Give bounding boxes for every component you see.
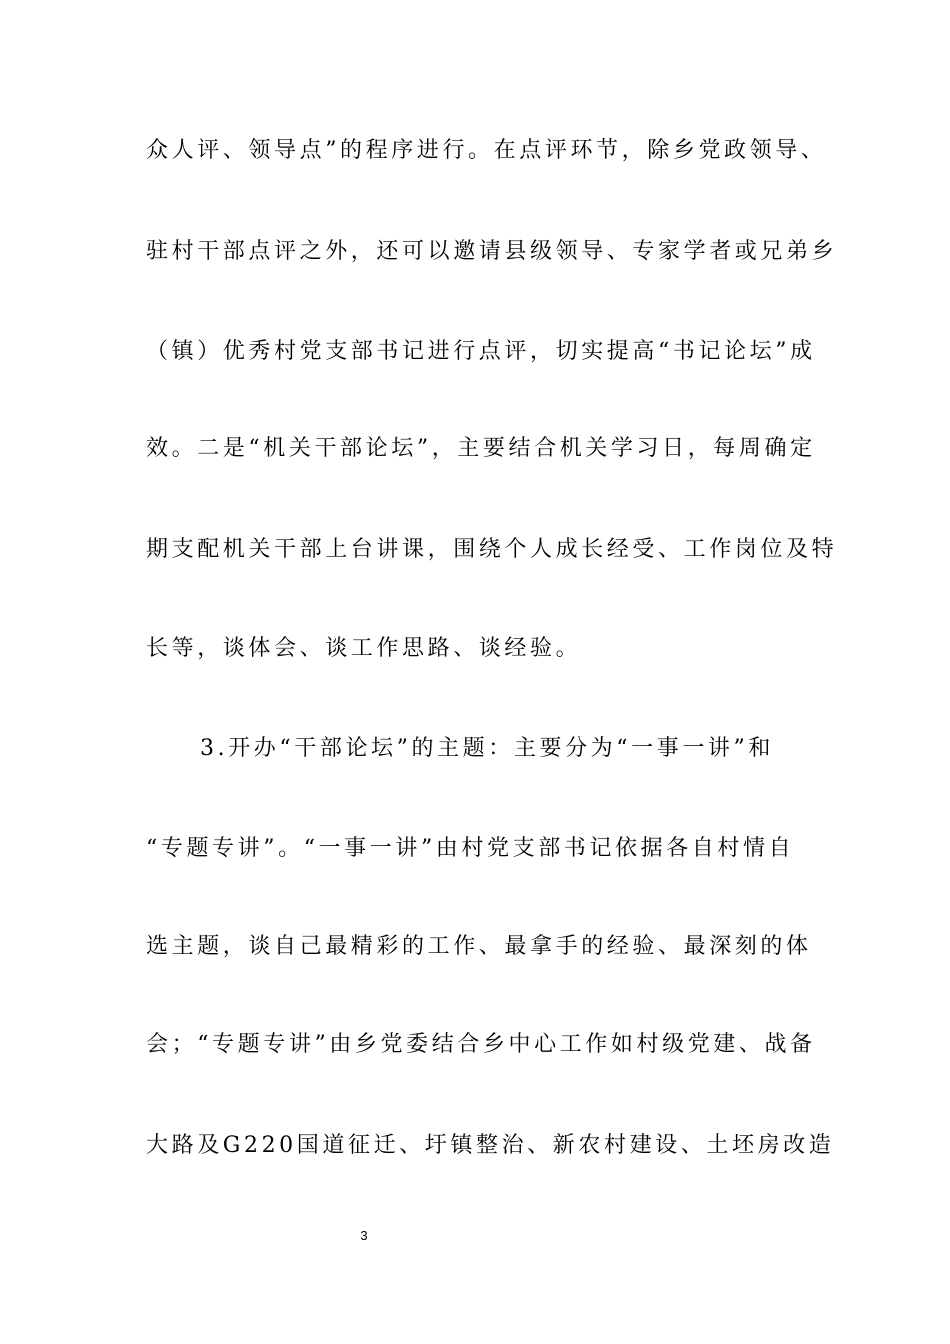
text-line: 驻村干部点评之外，还可以邀请县级领导、专家学者或兄弟乡 [146,239,838,264]
text-line: “专题专讲”。“一事一讲”由村党支部书记依据各自村情自 [146,836,795,861]
text-line: 长等，谈体会、谈工作思路、谈经验。 [146,636,582,661]
text-line: （镇）优秀村党支部书记进行点评，切实提高“书记论坛”成 [146,339,816,364]
text-line: 大路及G220国道征迁、圩镇整治、新农村建设、土坯房改造 [146,1133,835,1158]
text-line: 众人评、领导点”的程序进行。在点评环节，除乡党政领导、 [146,138,827,163]
page-number: 3 [360,1228,368,1243]
text-line: 期支配机关干部上台讲课，围绕个人成长经受、工作岗位及特 [146,537,838,562]
text-line: 会；“专题专讲”由乡党委结合乡中心工作如村级党建、战备 [146,1032,816,1057]
text-line: 3.开办“干部论坛”的主题：主要分为“一事一讲”和 [200,736,774,761]
text-line: 选主题，谈自己最精彩的工作、最拿手的经验、最深刻的体 [146,934,812,959]
text-line: 效。二是“机关干部论坛”，主要结合机关学习日，每周确定 [146,436,816,461]
